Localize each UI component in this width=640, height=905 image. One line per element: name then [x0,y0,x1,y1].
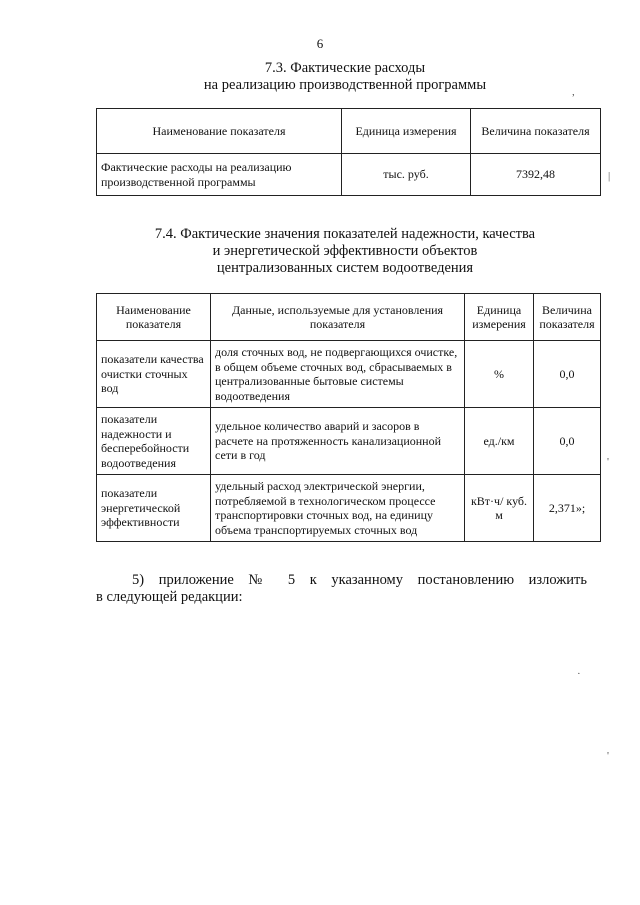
heading-line: на реализацию производственной программы [203,77,487,93]
indicator-value: 0,0 [534,408,601,475]
column-header: Данные, используемые для установления показателя [211,294,465,341]
table-row [97,341,601,408]
indicator-name: показатели надежности и бесперебойности водоотведения [97,408,211,475]
indicator-name: показатели энергетической эффективности [97,475,211,542]
heading-line: и энергетической эффективности объектов [212,243,478,259]
indicator-unit: кВт·ч/ куб. м [465,475,534,542]
column-header: Единица измерения [465,294,534,341]
table-row [97,408,601,475]
page-number: 6 [316,36,324,51]
column-header: Величина показателя [534,294,601,341]
column-header: Величина показателя [471,109,601,154]
table-row [97,154,601,196]
column-header: Наименование показателя [97,294,211,341]
reliability-indicators-table [96,293,601,542]
indicator-unit: % [465,341,534,408]
indicator-data: доля сточных вод, не подвергающихся очистке, в общем объеме сточных вод, сбрасываемых в централизованные бытовые системы водоотведения [211,341,465,408]
heading-line: 7.3. Фактические расходы [264,60,426,76]
table-header-row [97,294,601,341]
column-header: Наименование показателя [97,109,342,154]
heading-line: централизованных систем водоотведения [216,260,474,276]
indicator-unit: тыс. руб. [342,154,471,196]
scan-speck: | [608,170,611,182]
indicator-value: 7392,48 [471,154,601,196]
heading-line: 7.4. Фактические значения показателей надежности, качества [154,226,536,242]
scan-speck: · [577,668,581,680]
indicator-unit: ед./км [465,408,534,475]
amendment-paragraph [96,572,587,606]
indicator-name: показатели качества очистки сточных вод [97,341,211,408]
paragraph-line: 5) приложение № 5 к указанному постановлению изложить [132,572,587,588]
indicator-name: Фактические расходы на реализацию производственной программы [97,154,342,196]
indicator-value: 2,371»; [534,475,601,542]
scan-speck: , [572,86,575,98]
column-header: Единица измерения [342,109,471,154]
section-7-3-heading [0,60,640,94]
table-header-row [97,109,601,154]
scan-speck: ' [607,750,609,762]
indicator-data: удельный расход электрической энергии, потребляемой в технологическом процессе транспортировки сточных вод, на единицу объема транспортируемых сточных вод [211,475,465,542]
scan-speck: ' [607,456,609,468]
paragraph-line: в следующей редакции: [96,589,243,605]
indicator-value: 0,0 [534,341,601,408]
section-7-4-heading [0,226,640,277]
table-row [97,475,601,542]
indicator-data: удельное количество аварий и засоров в расчете на протяженность канализационной сети в год [211,408,465,475]
actual-expenses-table [96,108,601,196]
